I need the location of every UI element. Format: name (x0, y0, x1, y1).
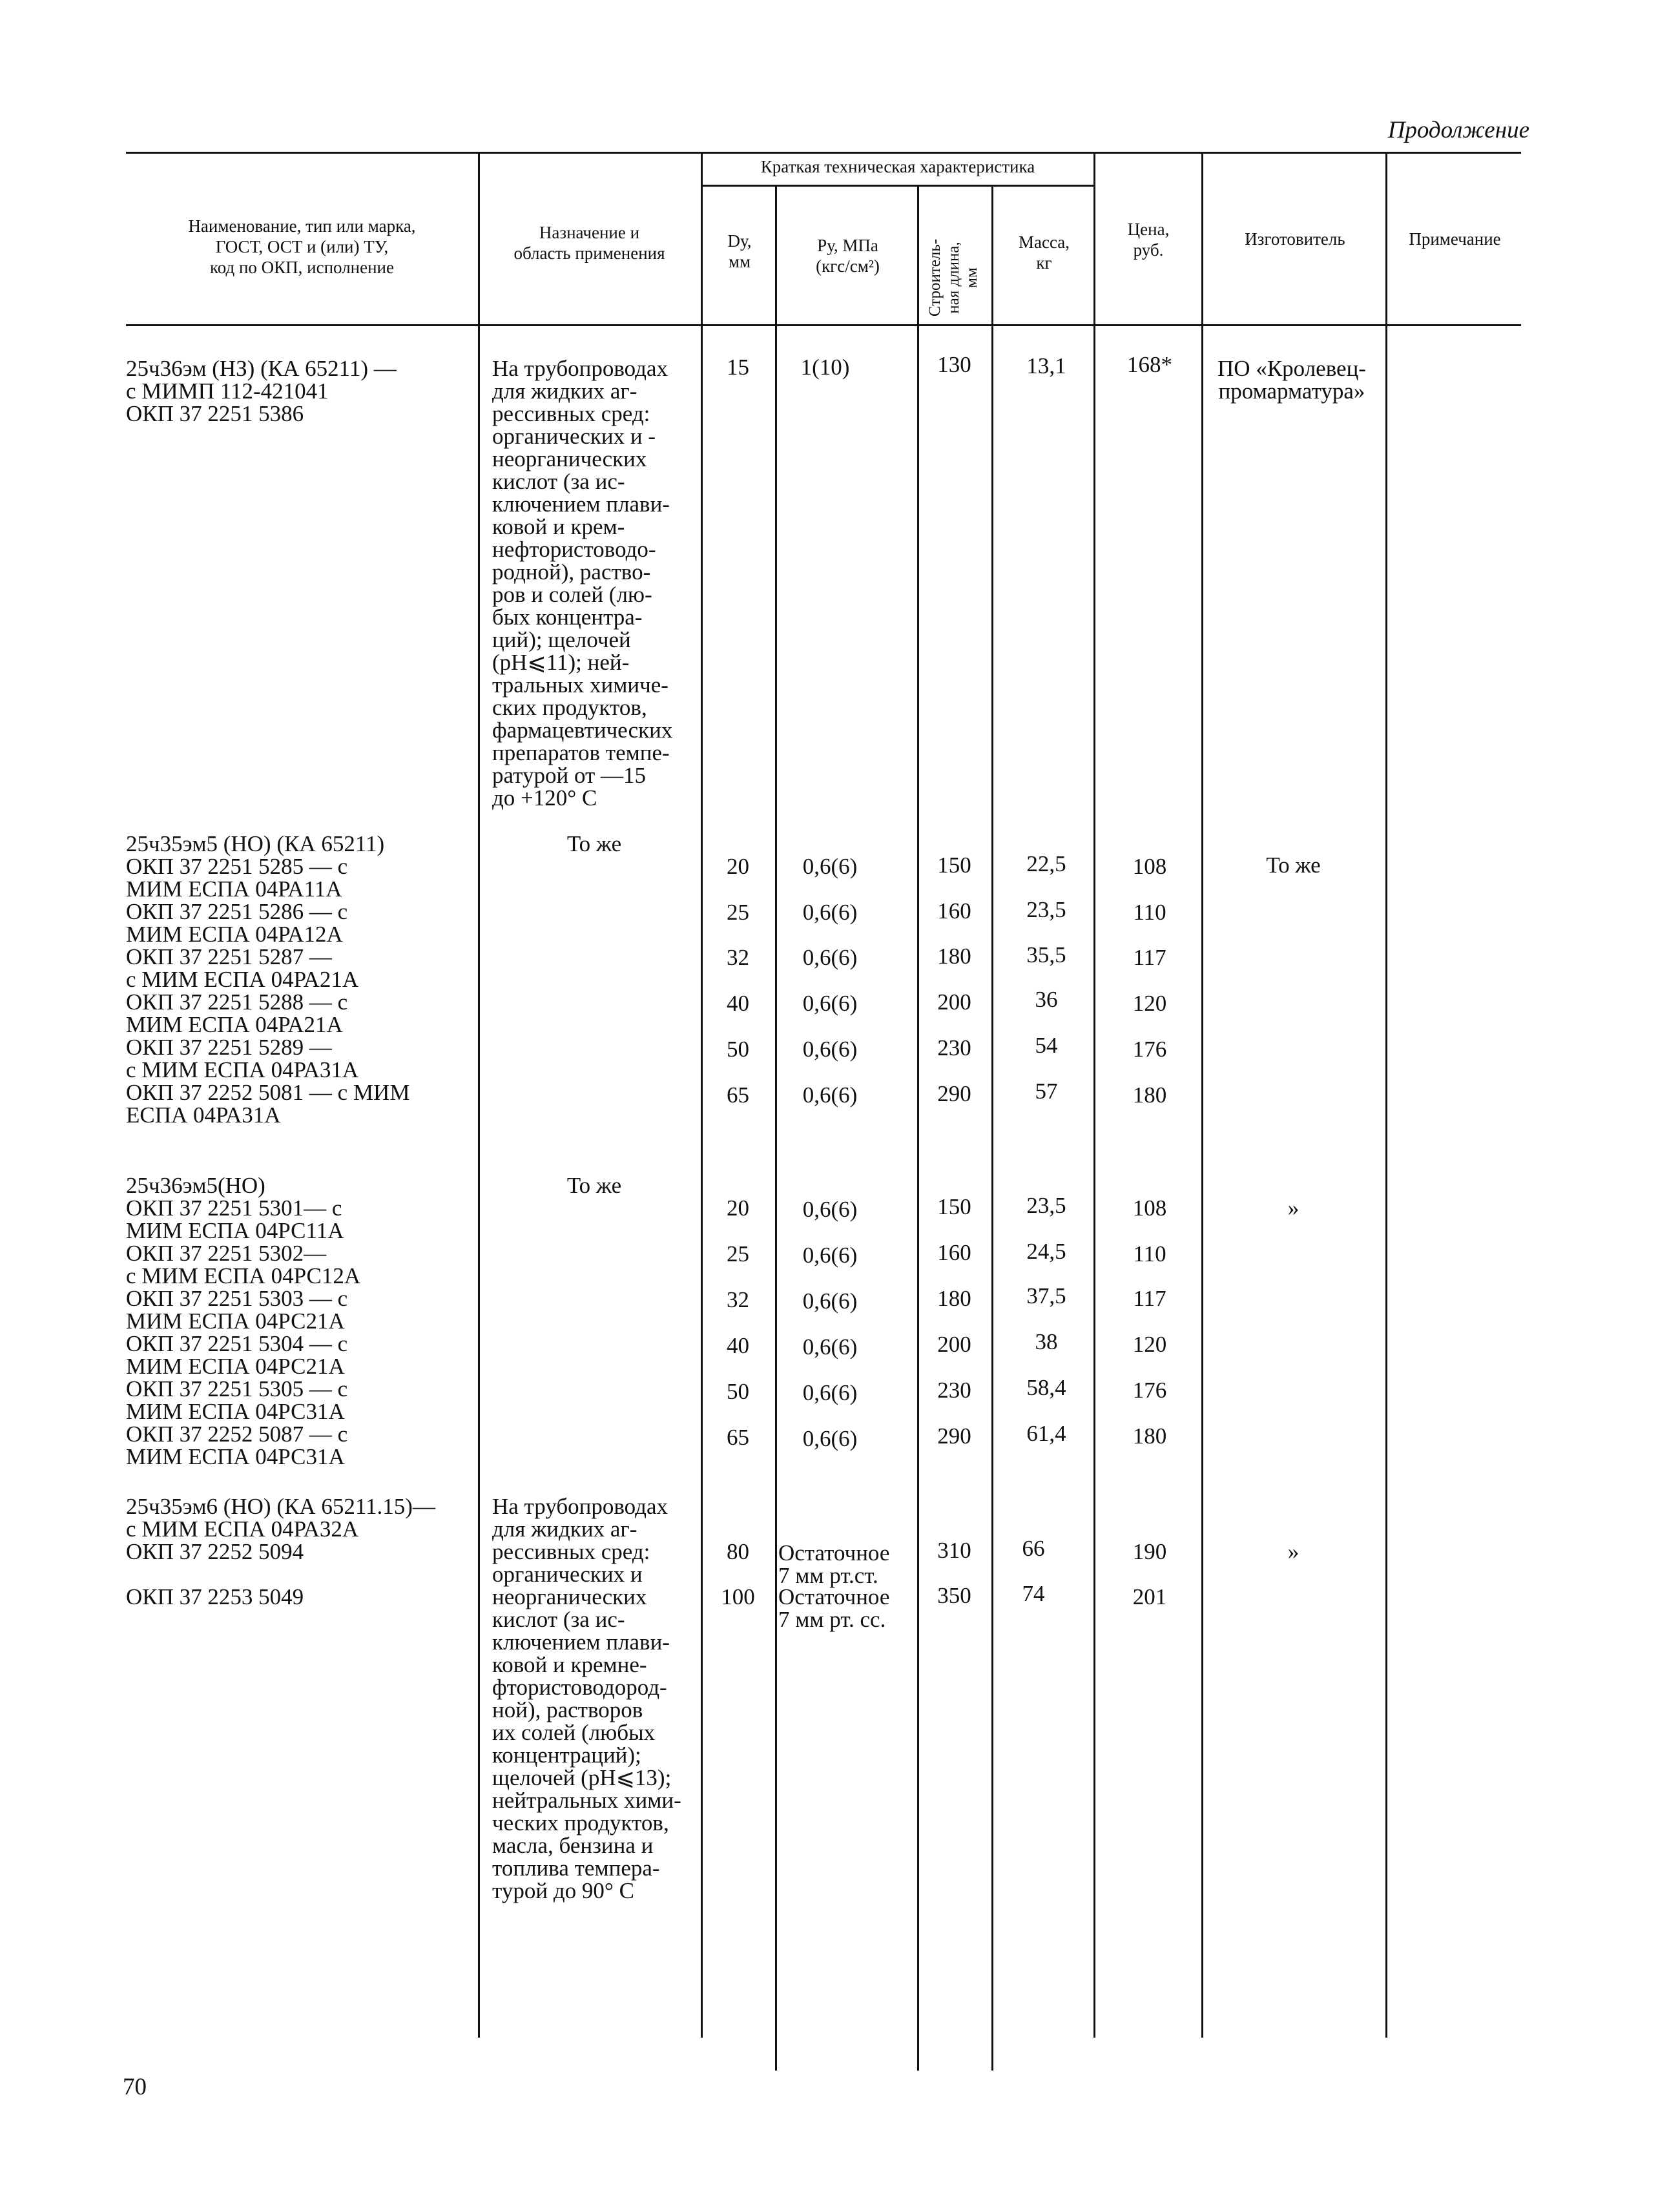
cell-dy: 50 (727, 1037, 749, 1062)
cell-length: 160 (937, 1240, 971, 1265)
section-4-name: 25ч35эм6 (НО) (КА 65211.15)— с МИМ ЕСПА 04РА32А ОКП 37 2252 5094 (126, 1494, 435, 1564)
section-3-name: 25ч36эм5(НО) ОКП 37 2251 5301— с МИМ ЕСПА 04РС11А ОКП 37 2251 5302— с МИМ ЕСПА 04РС12А ОКП 37 2251 5303 — с МИМ ЕСПА 04РС21А ОКП 37 2251 5304 — с МИМ ЕСПА 04РС21А ОКП 37 2251 5305 — с МИМ ЕСПА 04РС31А ОКП 37 2252 5087 — с МИМ ЕСПА 04РС31А (126, 1173, 361, 1469)
cell-mass: 38 (1035, 1329, 1058, 1354)
cell-dy: 25 (727, 900, 749, 925)
cell-price: 168* (1127, 352, 1172, 377)
cell-price: 117 (1133, 1286, 1166, 1311)
section-4-maker: » (1287, 1539, 1300, 1564)
header-bottom-rule (126, 324, 1521, 326)
section-2-purpose: То же (566, 831, 622, 856)
cell-dy: 50 (727, 1379, 749, 1404)
cell-dy: 32 (727, 1287, 749, 1312)
column-divider (917, 185, 919, 2071)
cell-length: 350 (937, 1583, 971, 1608)
cell-py: 0,6(6) (802, 1288, 858, 1314)
cell-dy: 15 (727, 355, 749, 380)
cell-py: 0,6(6) (802, 854, 858, 879)
column-divider (1093, 152, 1095, 2038)
cell-price: 176 (1132, 1378, 1167, 1403)
cell-dy: 65 (727, 1425, 749, 1450)
cell-mass: 58,4 (1026, 1375, 1066, 1400)
cell-py: 0,6(6) (802, 1197, 858, 1222)
cell-py: 0,6(6) (802, 1426, 858, 1451)
cell-price: 201 (1132, 1584, 1167, 1609)
section-2-name: 25ч35эм5 (НО) (КА 65211) ОКП 37 2251 5285 — с МИМ ЕСПА 04РА11А ОКП 37 2251 5286 — с МИМ ЕСПА 04РА12А ОКП 37 2251 5287 — с МИМ ЕСПА 04РА21А ОКП 37 2251 5288 — с МИМ ЕСПА 04РА21А ОКП 37 2251 5289 — с МИМ ЕСПА 04РА31А ОКП 37 2252 5081 — с МИМ ЕСПА 04РА31А (126, 831, 410, 1128)
cell-py: 0,6(6) (802, 1037, 858, 1062)
cell-mass: 23,5 (1026, 897, 1066, 922)
cell-length: 150 (937, 853, 971, 878)
cell-price: 120 (1132, 991, 1167, 1016)
cell-mass: 24,5 (1026, 1239, 1066, 1264)
cell-dy: 40 (727, 991, 749, 1016)
cell-price: 108 (1132, 854, 1167, 879)
cell-dy: 40 (727, 1333, 749, 1358)
header-price: Цена, руб. (1127, 220, 1170, 260)
cell-length: 290 (937, 1081, 971, 1106)
cell-mass: 37,5 (1026, 1283, 1066, 1308)
cell-mass: 13,1 (1026, 353, 1066, 378)
cell-length: 150 (937, 1194, 971, 1219)
cell-length: 160 (937, 898, 971, 924)
cell-price: 117 (1133, 945, 1166, 970)
cell-mass: 22,5 (1026, 851, 1066, 876)
section-1-purpose: На трубопроводах для жидких аг- рессивных сред: органических и - неорганических кислот (за ис- ключением плави- ковой и крем- нефтористоводо- родной), раство- ров и солей (лю- бых концентра- ций); щелочей (рН⩽11); ней- тральных химиче- ских продуктов, фармацевтических препаратов темпе- ратурой от —15 до +120° С (492, 356, 673, 811)
header-name: Наименование, тип или марка, ГОСТ, ОСТ и (или) ТУ, код по ОКП, исполнение (188, 216, 416, 277)
cell-price: 176 (1132, 1037, 1167, 1062)
column-divider (775, 185, 777, 2071)
cell-mass: 66 (1022, 1536, 1045, 1561)
cell-py: 0,6(6) (802, 1380, 858, 1405)
page-number: 70 (123, 2074, 147, 2100)
tech-group-rule (701, 185, 1093, 187)
cell-length: 310 (937, 1538, 971, 1563)
cell-dy: 65 (727, 1082, 749, 1108)
cell-price: 108 (1132, 1195, 1167, 1221)
cell-dy: 20 (727, 854, 749, 879)
cell-price: 190 (1132, 1539, 1167, 1564)
continuation-label: Продолжение (1387, 117, 1529, 143)
section-3-purpose: То же (566, 1173, 622, 1198)
cell-py: 1(10) (800, 355, 850, 380)
cell-length: 200 (937, 989, 971, 1015)
section-1-name: 25ч36эм (НЗ) (КА 65211) — с МИМП 112-421041 ОКП 37 2251 5386 (126, 356, 397, 426)
cell-length: 290 (937, 1423, 971, 1449)
section-4-purpose: На трубопроводах для жидких аг- рессивных сред: органических и неорганических кислот (за ис- ключением плави- ковой и кремне- фтористоводород- ной), растворов их солей (любых концентраций); щелочей (рН⩽13); нейтральных хими- ческих продуктов, масла, бензина и топлива темпера- турой до 90° С (492, 1494, 681, 1903)
cell-dy: 80 (727, 1539, 749, 1564)
header-note: Примечание (1409, 229, 1501, 249)
header-mass: Масса, кг (1018, 233, 1070, 273)
cell-price: 120 (1132, 1332, 1167, 1357)
cell-length: 230 (937, 1035, 971, 1060)
cell-length: 230 (937, 1378, 971, 1403)
cell-py: 0,6(6) (802, 991, 858, 1016)
cell-length: 180 (937, 944, 971, 969)
cell-dy: 100 (721, 1584, 755, 1609)
table-top-rule (126, 152, 1521, 154)
cell-price: 180 (1132, 1423, 1167, 1449)
cell-py: 0,6(6) (802, 1082, 858, 1108)
cell-mass: 23,5 (1026, 1193, 1066, 1218)
cell-length: 200 (937, 1332, 971, 1357)
cell-price: 180 (1132, 1082, 1167, 1108)
cell-mass: 57 (1035, 1079, 1058, 1104)
section-1-maker: ПО «Кролевец- промарматура» (1217, 356, 1366, 404)
cell-py: 0,6(6) (802, 1334, 858, 1359)
cell-dy: 25 (727, 1241, 749, 1266)
cell-price: 110 (1133, 900, 1166, 925)
cell-py: 0,6(6) (802, 945, 858, 970)
header-dy: Dу, мм (727, 231, 752, 271)
section-4-name-extra: ОКП 37 2253 5049 (126, 1584, 304, 1609)
cell-py: Остаточное 7 мм рт. сс. (778, 1584, 890, 1632)
column-divider (1201, 152, 1203, 2038)
header-maker: Изготовитель (1245, 229, 1345, 249)
cell-length: 130 (937, 352, 971, 377)
column-divider (478, 152, 480, 2038)
header-length: Строитель- ная длина, мм (926, 238, 981, 317)
cell-price: 110 (1133, 1241, 1166, 1266)
column-divider (991, 185, 993, 2071)
cell-py: 0,6(6) (802, 900, 858, 925)
section-3-maker: » (1287, 1195, 1300, 1221)
cell-mass: 54 (1035, 1033, 1058, 1058)
cell-dy: 20 (727, 1195, 749, 1221)
header-purpose: Назначение и область применения (513, 223, 665, 263)
cell-mass: 35,5 (1026, 942, 1066, 967)
cell-length: 180 (937, 1286, 971, 1311)
cell-mass: 74 (1022, 1581, 1045, 1606)
cell-py: 0,6(6) (802, 1243, 858, 1268)
column-divider (1385, 152, 1387, 2038)
cell-py: Остаточное 7 мм рт.ст. (778, 1540, 890, 1588)
cell-dy: 32 (727, 945, 749, 970)
section-2-maker: То же (1266, 853, 1321, 878)
cell-mass: 36 (1035, 987, 1058, 1012)
header-py: Pу, МПа (кгс/см²) (816, 236, 880, 276)
header-tech-group: Краткая техническая характеристика (760, 157, 1035, 176)
cell-mass: 61,4 (1026, 1421, 1066, 1446)
